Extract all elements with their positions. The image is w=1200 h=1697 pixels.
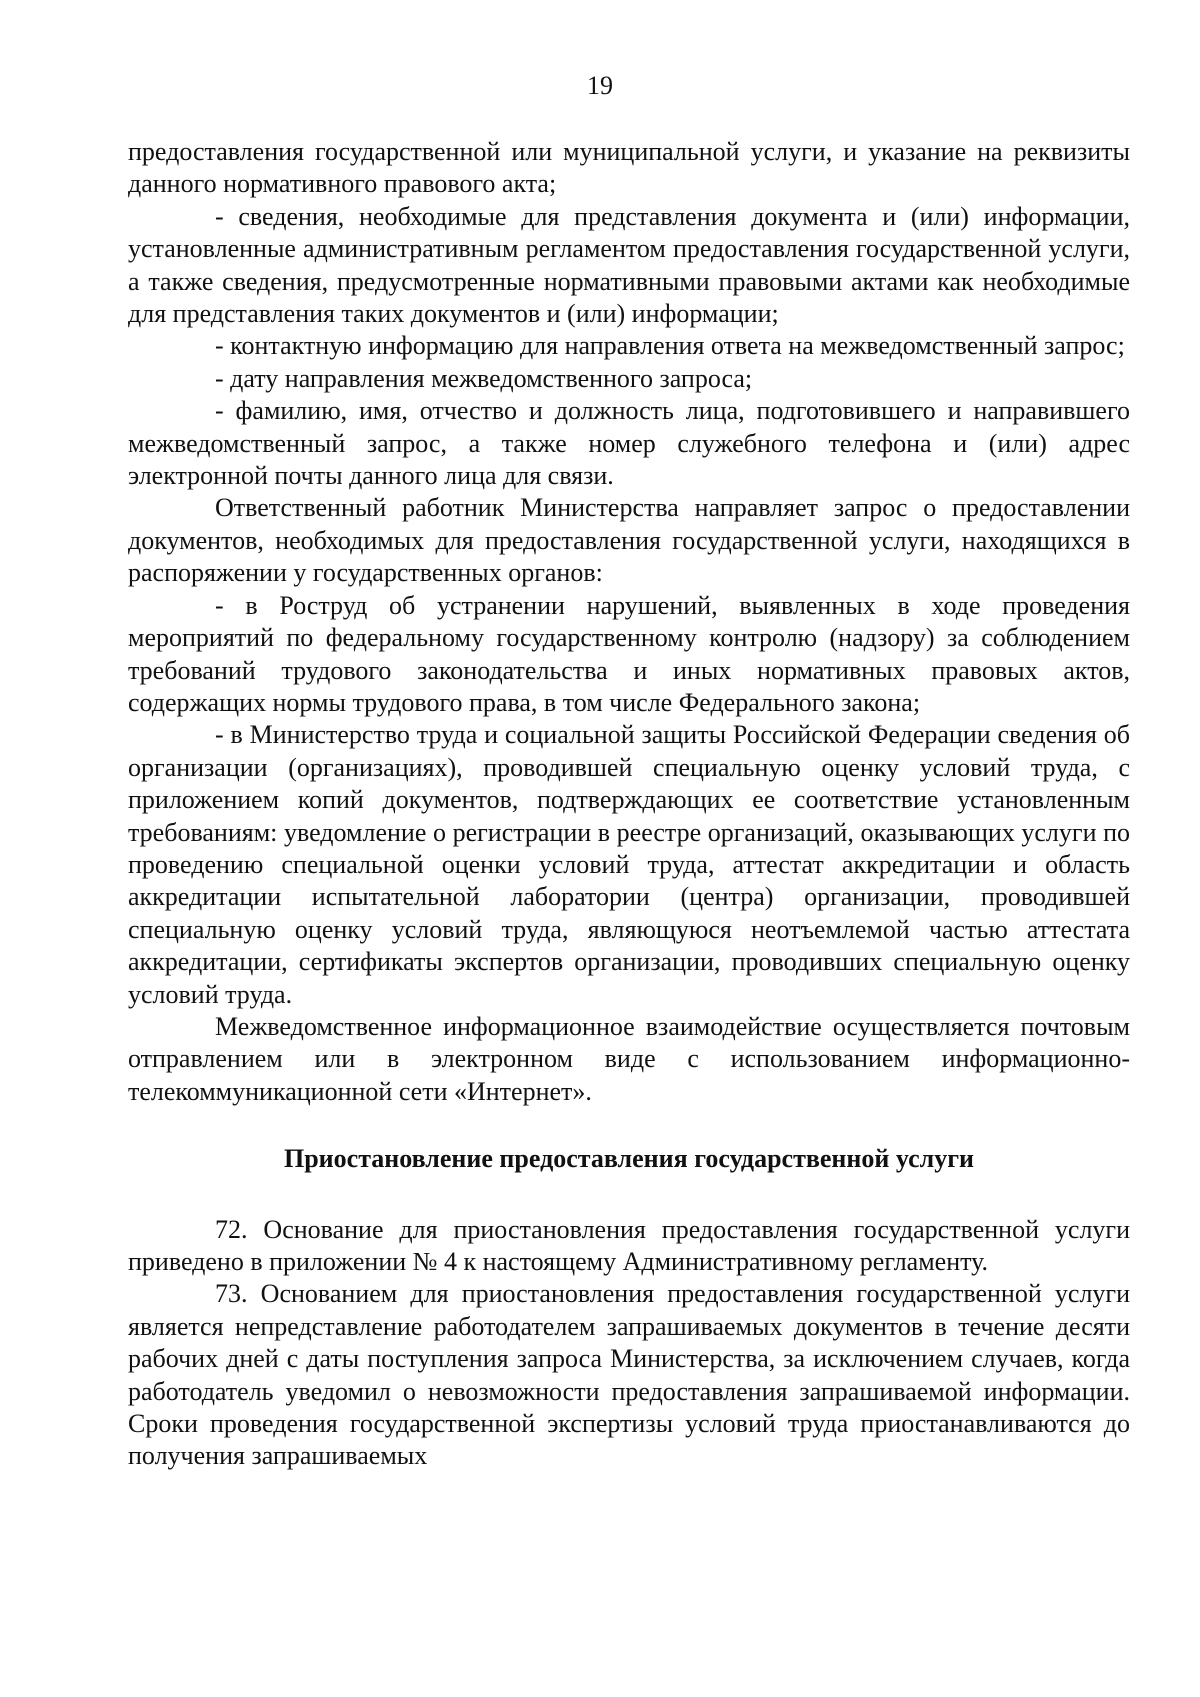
paragraph: - в Министерство труда и социальной защиты Российской Федерации сведения об организации (организациях), проводившей специальную оценку условий труда, с приложением копий документов, подтверждающих ее соответствие установленным требованиям: уведомление о регистрации в реестре организаций, оказывающих услуги по проведению специальной оценки условий труда, аттестат аккредитации и область аккредитации испытательной лаборатории (центра) организации, проводившей специальную оценку условий труда, являющуюся неотъемлемой частью аттестата аккредитации, сертификаты экспертов организации, проводивших специальную оценку условий труда. [128,720,1130,1009]
paragraph: 72. Основание для приостановления предоставления государственной услуги приведено в приложении № 4 к настоящему Административному регламенту. [128,1214,1130,1276]
paragraph: предоставления государственной или муниципальной услуги, и указание на реквизиты данного нормативного правового акта; [128,137,1130,199]
paragraph: - дату направления межведомственного запроса; [215,363,753,393]
document-body [128,136,1130,1473]
paragraph: - сведения, необходимые для представления документа и (или) информации, установленные административным регламентом предоставления государственной услуги, а также сведения, предусмотренные нормативными правовыми актами как необходимые для представления таких документов и (или) информации; [128,201,1130,329]
paragraph: Ответственный работник Министерства направляет запрос о предоставлении документов, необходимых для предоставления государственной услуги, находящихся в распоряжении у государственных органов: [128,493,1130,588]
paragraph: - контактную информацию для направления ответа на межведомственный запрос; [215,331,1125,361]
section-heading: Приостановление предоставления государственной услуги [283,1144,974,1174]
paragraph: 73. Основанием для приостановления предоставления государственной услуги является непредставление работодателем запрашиваемых документов в течение десяти рабочих дней с даты поступления запроса Министерства, за исключением случаев, когда работодатель уведомил о невозможности предоставления запрашиваемой информации. Сроки проведения государственной экспертизы условий труда приостанавливаются до получения запрашиваемых [128,1279,1130,1471]
paragraph: - фамилию, имя, отчество и должность лица, подготовившего и направившего межведомственный запрос, а также номер служебного телефона и (или) адрес электронной почты данного лица для связи. [128,396,1130,491]
page-number: 19 [587,71,613,100]
paragraph: Межведомственное информационное взаимодействие осуществляется почтовым отправлением или в электронном виде с использованием информационно-телекоммуникационной сети «Интернет». [128,1011,1130,1106]
paragraph: - в Роструд об устранении нарушений, выявленных в ходе проведения мероприятий по федеральному государственному контролю (надзору) за соблюдением требований трудового законодательства и иных нормативных правовых актов, содержащих нормы трудового права, в том числе Федерального закона; [128,590,1130,717]
